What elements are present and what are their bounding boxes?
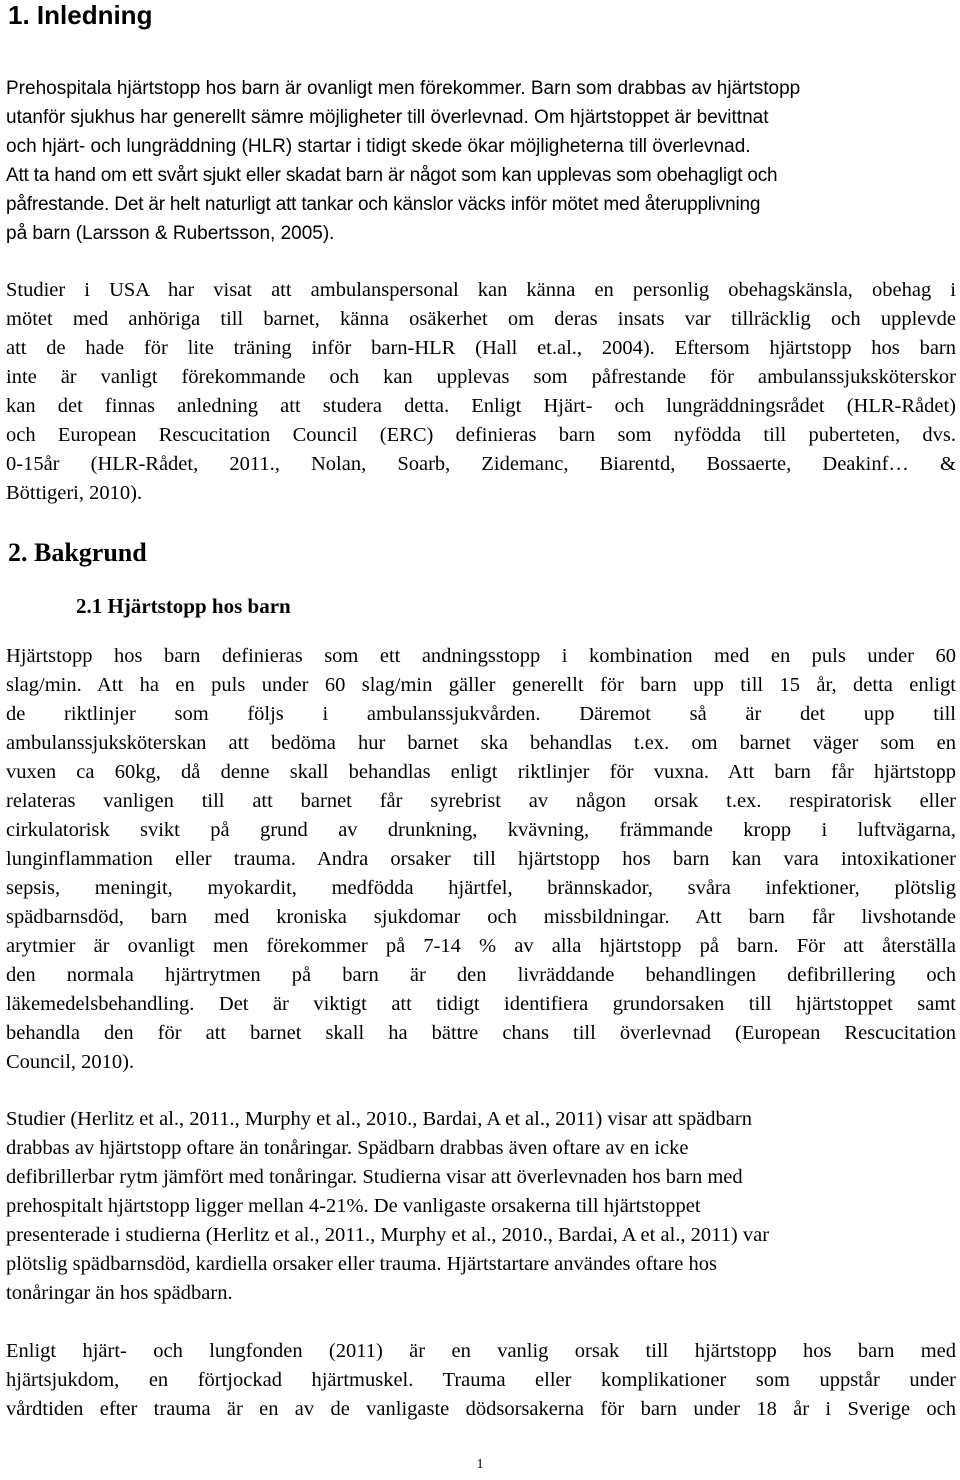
paragraph-line: sepsis, meningit, myokardit, medfödda hjärtfel, brännskador, svåra infektioner, plötslig <box>6 877 956 899</box>
paragraph-line: Council, 2010). <box>6 1051 135 1073</box>
paragraph-line: och hjärt- och lungräddning (HLR) startar i tidigt skede ökar möjligheterna till överlevnad. <box>6 136 751 157</box>
paragraph-line: arytmier är ovanligt men förekommer på 7-14 % av alla hjärtstopp på barn. För att återställa <box>6 935 956 957</box>
paragraph-line: defibrillerbar rytm jämfört med tonåringar. Studierna visar att överlevnaden hos barn med <box>6 1166 743 1188</box>
background-paragraph-3 <box>6 1337 956 1424</box>
paragraph-line: behandla den för att barnet skall ha bättre chans till överlevnad (European Rescucitation <box>6 1022 956 1044</box>
paragraph-line: Studier (Herlitz et al., 2011., Murphy et al., 2010., Bardai, A et al., 2011) visar att spädbarn <box>6 1108 752 1130</box>
intro-paragraph-2 <box>6 276 956 508</box>
paragraph-line: ambulanssjuksköterskan att bedöma hur barnet ska behandlas t.ex. om barnet väger som en <box>6 732 956 754</box>
paragraph-line: Att ta hand om ett svårt sjukt eller skadat barn är något som kan upplevas som obehagligt och <box>6 165 778 186</box>
paragraph-line: prehospitalt hjärtstopp ligger mellan 4-21%. De vanligaste orsakerna till hjärtstoppet <box>6 1195 701 1217</box>
paragraph-line: utanför sjukhus har generellt sämre möjligheter till överlevnad. Om hjärtstoppet är bevittnat <box>6 107 769 128</box>
paragraph-line: plötslig spädbarnsdöd, kardiella orsaker eller trauma. Hjärtstartare användes oftare hos <box>6 1253 717 1275</box>
intro-paragraph-1 <box>6 74 956 248</box>
subsection-heading-hjartstopp: 2.1 Hjärtstopp hos barn <box>76 594 291 618</box>
paragraph-line: relateras vanligen till att barnet får syrebrist av någon orsak t.ex. respiratorisk eller <box>6 790 956 812</box>
section-heading-bakgrund: 2. Bakgrund <box>8 538 147 567</box>
paragraph-line: hjärtsjukdom, en förtjockad hjärtmuskel. Trauma eller komplikationer som uppstår under <box>6 1369 956 1391</box>
paragraph-line: spädbarnsdöd, barn med kroniska sjukdomar och missbildningar. Att barn får livshotande <box>6 906 956 928</box>
paragraph-line: den normala hjärtrytmen på barn är den livräddande behandlingen defibrillering och <box>6 964 956 986</box>
paragraph-line: tonåringar än hos spädbarn. <box>6 1282 233 1304</box>
paragraph-line: slag/min. Att ha en puls under 60 slag/min gäller generellt för barn upp till 15 år, detta enligt <box>6 674 956 696</box>
background-paragraph-1 <box>6 642 956 1077</box>
paragraph-line: 0-15år (HLR-Rådet, 2011., Nolan, Soarb, Zidemanc, Biarentd, Bossaerte, Deakinf… & <box>6 453 956 475</box>
paragraph-line: de riktlinjer som följs i ambulanssjukvården. Däremot så är det upp till <box>6 703 956 725</box>
paragraph-line: vårdtiden efter trauma är en av de vanligaste dödsorsakerna för barn under 18 år i Sverige och <box>6 1398 956 1420</box>
section-heading-inledning: 1. Inledning <box>8 0 153 30</box>
background-paragraph-2 <box>6 1105 956 1308</box>
paragraph-line: mötet med anhöriga till barnet, känna osäkerhet om deras insats var tillräcklig och upplevde <box>6 308 956 330</box>
paragraph-line: att de hade för lite träning inför barn-HLR (Hall et.al., 2004). Eftersom hjärtstopp hos barn <box>6 337 956 359</box>
paragraph-line: läkemedelsbehandling. Det är viktigt att tidigt identifiera grundorsaken till hjärtstoppet samt <box>6 993 956 1015</box>
paragraph-line: Prehospitala hjärtstopp hos barn är ovanligt men förekommer. Barn som drabbas av hjärtstopp <box>6 78 801 99</box>
paragraph-line: presenterade i studierna (Herlitz et al., 2011., Murphy et al., 2010., Bardai, A et al., 2011) var <box>6 1224 770 1246</box>
paragraph-line: Böttigeri, 2010). <box>6 482 143 504</box>
paragraph-line: på barn (Larsson & Rubertsson, 2005). <box>6 223 335 244</box>
page-number: 1 <box>476 1457 484 1472</box>
paragraph-line: Hjärtstopp hos barn definieras som ett andningsstopp i kombination med en puls under 60 <box>6 645 956 667</box>
paragraph-line: Studier i USA har visat att ambulanspersonal kan känna en personlig obehagskänsla, obehag i <box>6 279 956 301</box>
paragraph-line: cirkulatorisk svikt på grund av drunkning, kvävning, främmande kropp i luftvägarna, <box>6 819 956 841</box>
paragraph-line: påfrestande. Det är helt naturligt att tankar och känslor väcks inför mötet med återupplivning <box>6 194 761 215</box>
paragraph-line: lunginflammation eller trauma. Andra orsaker till hjärtstopp hos barn kan vara intoxikationer <box>6 848 956 870</box>
paragraph-line: Enligt hjärt- och lungfonden (2011) är en vanlig orsak till hjärtstopp hos barn med <box>6 1340 956 1362</box>
paragraph-line: och European Rescucitation Council (ERC) definieras barn som nyfödda till puberteten, dvs. <box>6 424 956 446</box>
paragraph-line: drabbas av hjärtstopp oftare än tonåringar. Spädbarn drabbas även oftare av en icke <box>6 1137 689 1159</box>
paragraph-line: vuxen ca 60kg, då denne skall behandlas enligt riktlinjer för vuxna. Att barn får hjärtstopp <box>6 761 956 783</box>
paragraph-line: kan det finnas anledning att studera detta. Enligt Hjärt- och lungräddningsrådet (HLR-Rådet) <box>6 395 956 417</box>
paragraph-line: inte är vanligt förekommande och kan upplevas som påfrestande för ambulanssjuksköterskor <box>6 366 956 388</box>
